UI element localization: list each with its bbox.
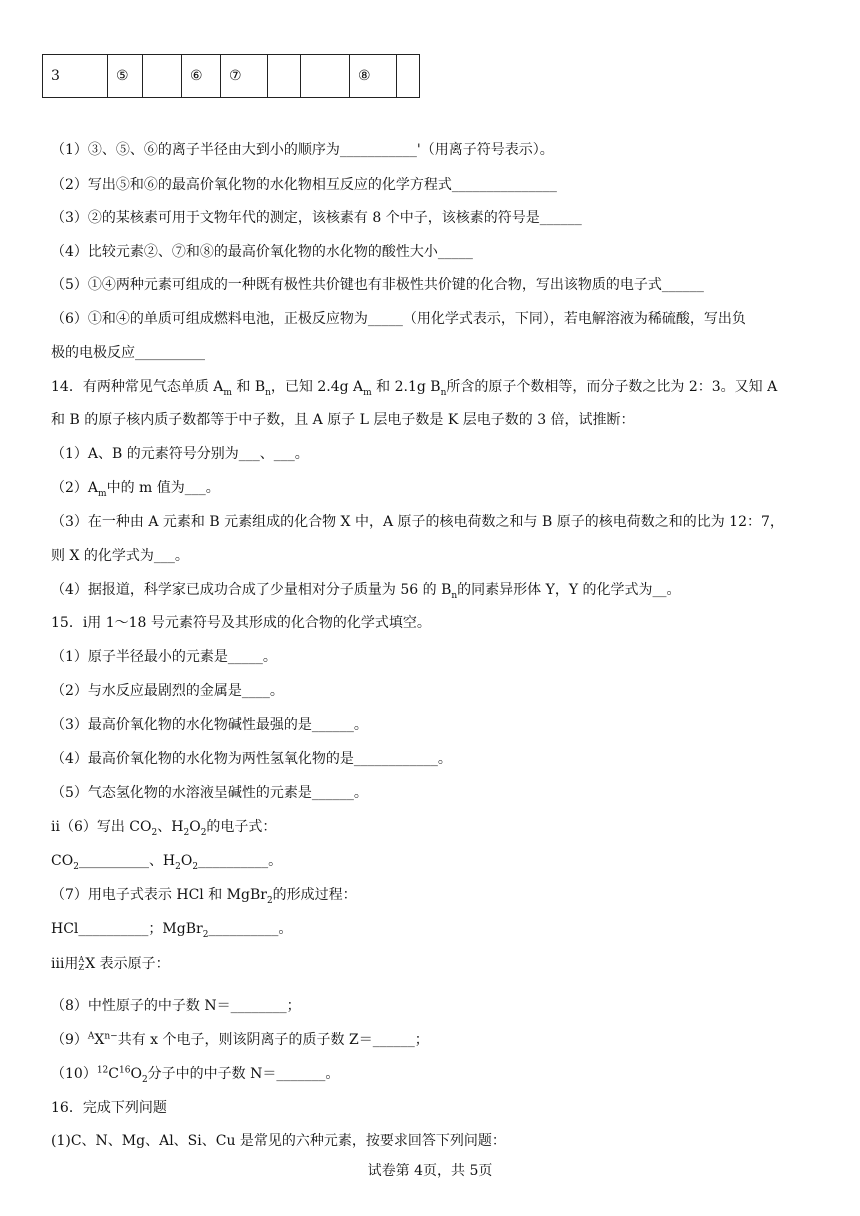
q13-part1: （1）③、⑤、⑥的离子半径由大到小的顺序为___________'（用离子符号表示）。: [51, 142, 554, 158]
q14-intro-line2: 和 B 的原子核内质子数都等于中子数，且 A 原子 L 层电子数是 K 层电子数的 3 倍，试推断：: [51, 412, 635, 428]
table-cell: 3: [43, 55, 108, 98]
q15-part7-answer: HCl__________；MgBr$_2$__________。: [51, 921, 293, 940]
q14-part4: （4）据报道，科学家已成功合成了少量相对分子质量为 56 的 $B_n$的同素异形体 Y，Y 的化学式为__。: [51, 582, 681, 601]
element-table: [42, 54, 420, 98]
q13-part2: （2）写出⑤和⑥的最高价氧化物的水化物相互反应的化学方程式_______________: [51, 177, 557, 193]
q14-part2: $(2)A_m$中的 m 值为___。: [51, 480, 220, 499]
q15-part9: $(9)^AX^{n-}$共有 x 个电子，则该阴离子的质子数 Z＝______；: [51, 1031, 429, 1048]
table-cell: [397, 55, 420, 98]
q14-intro-line1: 14．有两种常见气态单质 $A_m$ 和 $B_n$，已知 2.4g $A_m$ 和 2.1g $B_n$所含的原子个数相等，而分子数之比为 2：3。又知 A: [51, 379, 778, 398]
q13-part4: （4）比较元素②、⑦和⑧的最高价氧化物的水化物的酸性大小_____: [51, 244, 473, 260]
q15-part6-answer: $CO_2\_\_\_\_\_\_\_\_\_\_$、$H_2O_2\_\_\_\_\_\_\_\_\_\_$。: [51, 853, 283, 872]
table-cell: [143, 55, 182, 98]
q13-part6-line1: （6）①和④的单质可组成燃料电池，正极反应物为_____（用化学式表示，下同），若电解溶液为稀硫酸，写出负: [51, 311, 746, 327]
q15-part7: （7）用电子式表示 HCl 和 MgBr$_2$的形成过程：: [51, 887, 357, 906]
nuclide-notation: A Z: [78, 955, 85, 972]
q14-part1: （1）A、B 的元素符号分别为___、___。: [51, 446, 309, 462]
q13-part5: （5）①④两种元素可组成的一种既有极性共价键也有非极性共价键的化合物，写出该物质的电子式______: [51, 277, 704, 293]
q15-part1: （1）原子半径最小的元素是_____。: [51, 649, 277, 665]
q16-part1: (1)C、N、Mg、Al、Si、Cu 是常见的六种元素，按要求回答下列问题：: [51, 1133, 506, 1149]
q14-part3-line2: 则 X 的化学式为___。: [51, 548, 189, 564]
table-row: [43, 55, 420, 98]
q15-intro: 15．ⅰ用 1～18 号元素符号及其形成的化合物的化学式填空。: [51, 615, 431, 631]
table-cell: ⑦: [221, 55, 268, 98]
table-cell: ⑧: [350, 55, 397, 98]
q15-part4: （4）最高价氧化物的水化物为两性氢氧化物的是____________。: [51, 751, 452, 767]
q13-part6-line2: 极的电极反应__________: [51, 345, 205, 361]
q15-section-iii: ⅲ用A ZX 表示原子：: [51, 955, 170, 972]
table-cell: [268, 55, 301, 98]
q15-part3: （3）最高价氧化物的水化物碱性最强的是______。: [51, 717, 368, 733]
q15-part6: ⅱ（6）写出 $CO_2$、$H_2O_2$的电子式：: [51, 819, 277, 838]
q13-part3: （3）②的某核素可用于文物年代的测定，该核素有 8 个中子，该核素的符号是______: [51, 210, 582, 226]
q15-part2: （2）与水反应最剧烈的金属是____。: [51, 683, 284, 699]
q14-part3-line1: （3）在一种由 A 元素和 B 元素组成的化合物 X 中，A 原子的核电荷数之和与 B 原子的核电荷数之和的比为 12：7，: [51, 514, 784, 530]
table-cell: ⑥: [182, 55, 221, 98]
q15-part10: $(10)^{12}C^{16}O_2$分子中的中子数 N＝_______。: [51, 1065, 340, 1085]
q16-title: 16．完成下列问题: [51, 1100, 167, 1116]
table-cell: [301, 55, 350, 98]
q15-part5: （5）气态氢化物的水溶液呈碱性的元素是______。: [51, 785, 368, 801]
q15-part8: （8）中性原子的中子数 N＝________；: [51, 998, 301, 1014]
page-footer: 试卷第 4页，共 5页: [367, 1163, 493, 1179]
table-cell: ⑤: [108, 55, 143, 98]
